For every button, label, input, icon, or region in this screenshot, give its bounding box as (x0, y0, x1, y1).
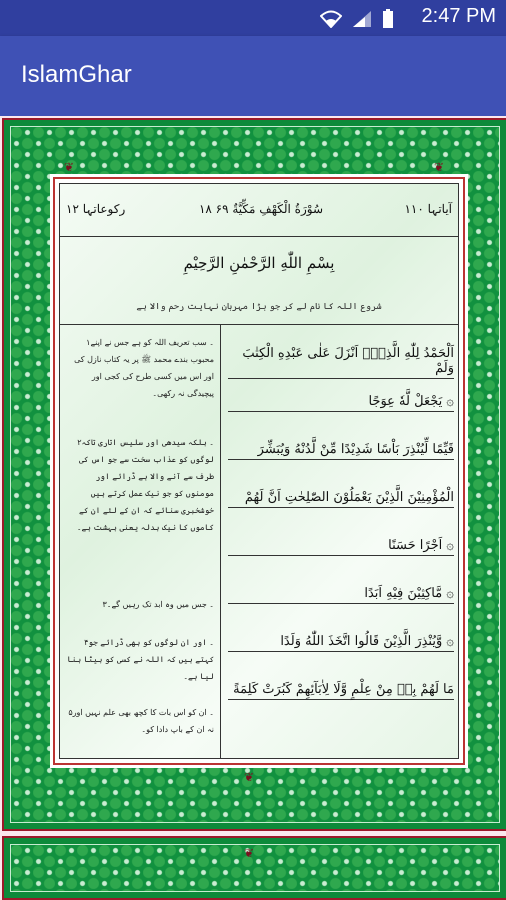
wifi-icon (320, 10, 342, 28)
ornament-icon: ❦ (434, 160, 445, 174)
ayah-line: يَجْعَلْ لَّهٗ عِوَجًا ۞ (228, 394, 454, 412)
translation-3: ۳۔ جس میں وہ ابد تک رہیں گے۔ (102, 600, 214, 609)
floral-pattern (10, 844, 500, 892)
ayah-line: مَّاكِثِيْنَ فِيْهِ اَبَدًا ۞ (228, 586, 454, 604)
bismillah: بِسْمِ اللّٰهِ الرَّحْمٰنِ الرَّحِيْمِ (183, 254, 335, 272)
ayah-line: اَجْرًا حَسَنًا ۞ (228, 538, 454, 556)
surah-header (60, 184, 458, 237)
ayah-line: وَّيُنْذِرَ الَّذِيْنَ قَالُوا اتَّخَذَ اللّٰهُ وَلَدًا ۞ (228, 634, 454, 652)
column-divider (220, 324, 221, 758)
translation-5: ۵۔ ان کو اس بات کا کچھ بھی علم نہیں اور نہ ان کے باپ دادا کو۔ (68, 708, 214, 734)
page-content (53, 177, 465, 765)
bismillah-translation: شروع اللہ کا نام لے کر جو بڑا مہربان نہایت رحم والا ہے (136, 302, 382, 312)
ayah-line: اَلْحَمْدُ لِلّٰهِ الَّذِيْۤ اَنْزَلَ عَلٰى عَبْدِهِ الْكِتٰبَ وَلَمْ (228, 346, 454, 379)
ayah-line: مَا لَهُمْ بِهٖ مِنْ عِلْمٍ وَّلَا لِاٰبَآئِهِمْ كَبُرَتْ كَلِمَةً (228, 682, 454, 700)
surah-name: ۱۸ سُوْرَةُ الْكَهْفِ مَكِّيَّةٌ ۶۹ (198, 202, 324, 216)
status-icons (320, 9, 394, 29)
ornament-icon: ❦ (244, 770, 255, 784)
signal-icon (352, 10, 372, 28)
ornamental-border (2, 118, 506, 831)
app-title: IslamGhar (21, 61, 132, 88)
next-page-border (2, 836, 506, 900)
ayah-line: قَيِّمًا لِّيُنْذِرَ بَاْسًا شَدِيْدًا مِّنْ لَّدُنْهُ وَيُبَشِّرَ (228, 442, 454, 460)
ornament-icon: ❦ (244, 846, 255, 860)
status-bar (0, 0, 506, 36)
page-inner-frame (59, 183, 459, 759)
ayah-count: آیاتہا ۱۱۰ (404, 202, 452, 216)
quran-page-view[interactable] (0, 116, 506, 900)
app-bar (0, 36, 506, 116)
divider (60, 324, 458, 325)
battery-icon (382, 9, 394, 29)
translation-2: ۲۔ بلکہ سیدھی اور سلیس اتاری تاکہ لوگوں کو عذاب سخت سے جو اس کی طرف سے آنے والا ہے ڈرائے اور مومنوں کو جو نیک عمل کرتے ہیں خوشخبری سنائے کہ ان کے لئے ان کے کاموں کا نیک بدلہ یعنی بہشت ہے۔ (76, 438, 214, 532)
status-time: 2:47 PM (421, 5, 496, 27)
ayah-line: الْمُؤْمِنِيْنَ الَّذِيْنَ يَعْمَلُوْنَ الصّٰلِحٰتِ اَنَّ لَهُمْ (228, 490, 454, 508)
translation-4: ۴۔ اور ان لوگوں کو بھی ڈرائے جو کہتے ہیں کہ اللہ نے کسی کو بیٹا بنا لیا ہے۔ (67, 638, 214, 681)
ornament-icon: ❦ (64, 160, 75, 174)
translation-1: ۱۔ سب تعریف اللہ کو ہے جس نے اپنے محبوب بندے محمد ﷺ پر یہ کتاب نازل کی اور اس میں کسی طرح کی کجی اور پیچیدگی نہ رکھی۔ (74, 338, 214, 398)
ruku-count: رکوعاتہا ۱۲ (66, 202, 126, 216)
